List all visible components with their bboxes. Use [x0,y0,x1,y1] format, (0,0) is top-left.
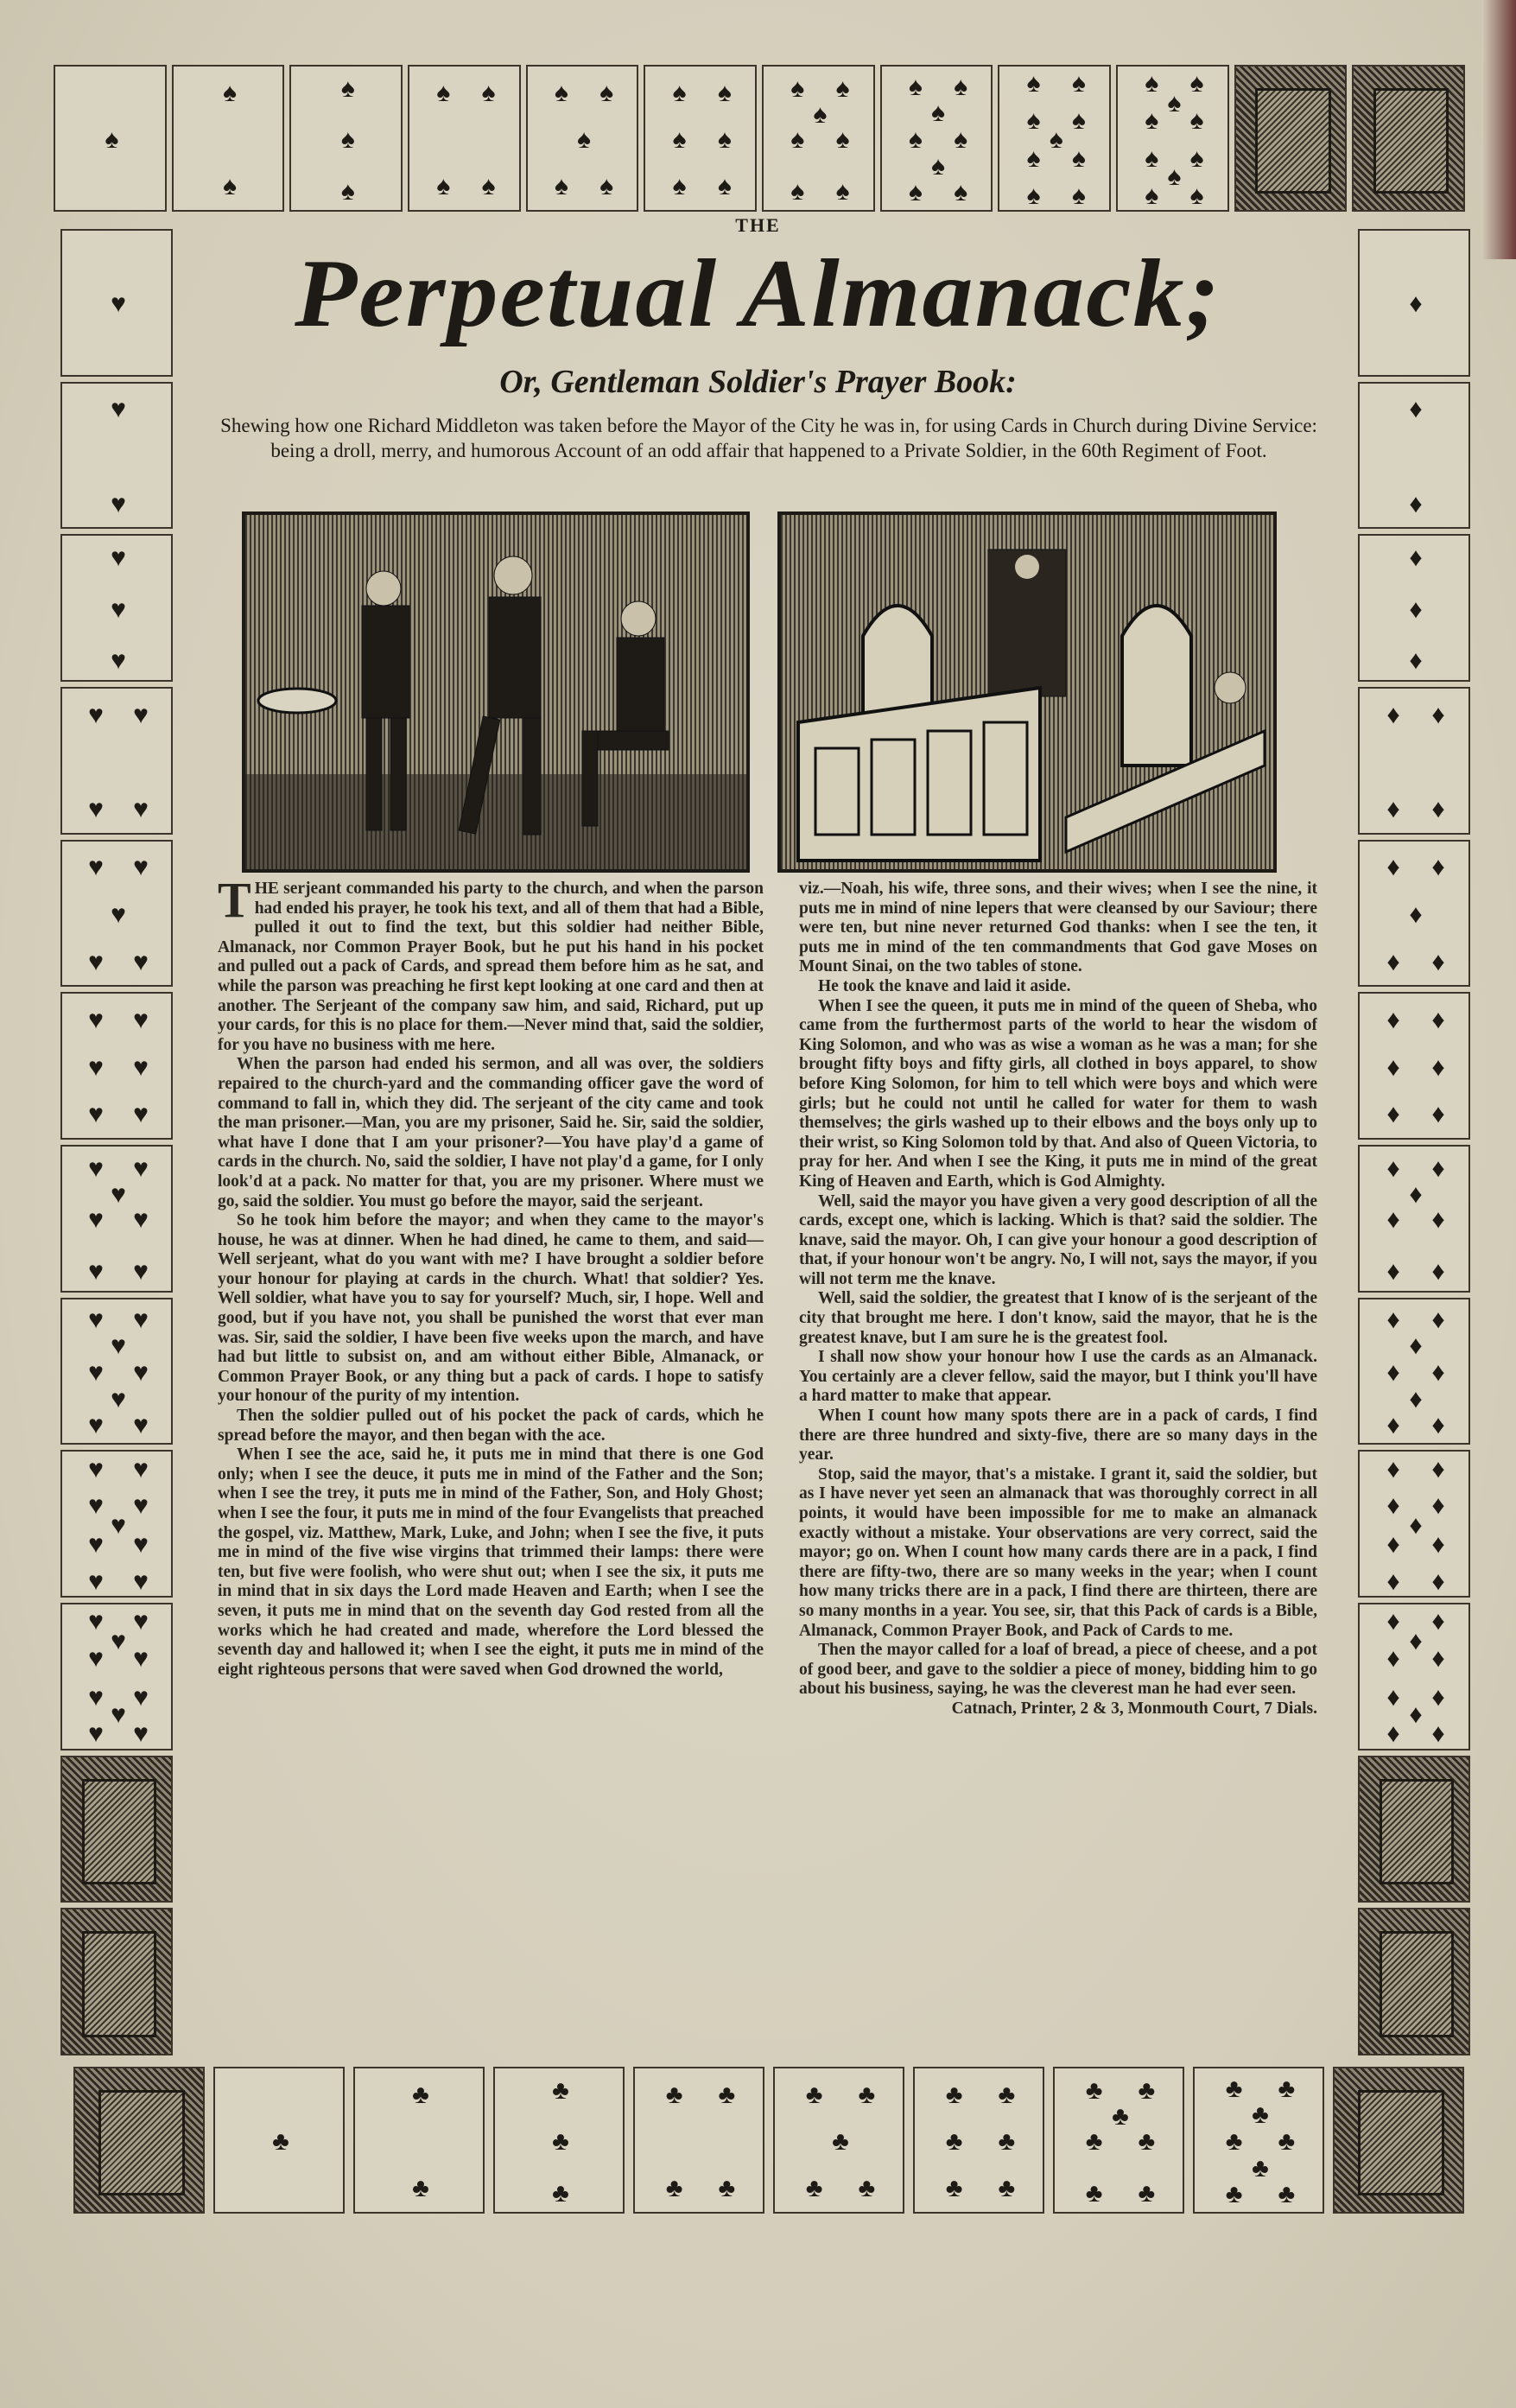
suit-pip-icon: ♥ [111,646,126,676]
suit-pip-icon: ♠ [954,72,968,101]
club-card [773,2067,904,2214]
heart-card [60,1145,173,1293]
suit-pip-icon: ♦ [1386,700,1400,729]
suit-pip-icon: ♦ [1431,1006,1445,1035]
suit-pip-icon: ♥ [111,543,126,572]
paragraph-text: HE serjeant commanded his party to the church, and when the parson had ended his prayer, he took his text, and all of them that had a Bible, pulled it out to find the text, but this soldier had neither Bible, Almanack, nor Common Prayer Book, but he put his hand in his pocket and pulled out a pack of Cards, and spread them before him as he sat, and while the parson was preaching he first kept looking at one card and then at another. The Serjeant of the company saw him, and said, Richard, put up your cards, for this is no place for them.—Never mind that, said the soldier, for you have no business with me here. [218,880,764,1054]
suit-pip-icon: ♣ [1112,2102,1129,2132]
suit-pip-icon: ♦ [1386,1305,1400,1334]
diamond-card [1358,534,1470,682]
suit-pip-icon: ♦ [1431,1491,1445,1521]
suit-pip-icon: ♣ [945,2127,963,2156]
spade-card [1234,65,1348,212]
paragraph: Then the soldier pulled out of his pocket the pack of cards, which he spread before the mayor, and then began with the ace. [218,1407,764,1445]
diamond-card [1358,382,1470,530]
suit-pip-icon: ♣ [1252,2100,1269,2130]
suit-pip-icon: ♠ [1026,105,1041,135]
suit-pip-icon: ♦ [1431,794,1445,823]
heart-card [60,1603,173,1750]
suit-pip-icon: ♣ [1085,2127,1103,2156]
suit-pip-icon: ♠ [672,78,687,107]
suit-pip-icon: ♥ [133,1607,149,1636]
suit-pip-icon: ♦ [1386,1491,1400,1521]
suit-pip-icon: ♦ [1386,1006,1400,1035]
suit-pip-icon: ♥ [133,1257,149,1287]
club-card [213,2067,345,2214]
suit-pip-icon: ♣ [718,2080,736,2109]
text-column-right [799,880,1317,2065]
suit-pip-icon: ♣ [1225,2074,1243,2103]
suit-pip-icon: ♠ [1026,181,1041,210]
suit-pip-icon: ♣ [552,2127,569,2156]
suit-pip-icon: ♠ [931,151,945,181]
suit-pip-icon: ♥ [88,1006,104,1035]
suit-pip-icon: ♥ [133,1491,149,1521]
club-card [73,2067,205,2214]
club-card [493,2067,625,2214]
suit-pip-icon: ♥ [88,1607,104,1636]
suit-pip-icon: ♣ [858,2080,876,2109]
suit-pip-icon: ♠ [340,73,355,103]
suit-pip-icon: ♥ [133,1357,149,1387]
suit-pip-icon: ♠ [954,178,968,207]
heart-card [60,840,173,988]
suit-pip-icon: ♦ [1386,1719,1400,1749]
suit-pip-icon: ♦ [1431,947,1445,976]
suit-pip-icon: ♥ [88,1682,104,1712]
suit-pip-icon: ♠ [1049,125,1063,154]
suit-pip-icon: ♥ [88,1052,104,1082]
suit-pip-icon: ♥ [88,1305,104,1334]
suit-pip-icon: ♥ [111,489,126,518]
suit-pip-icon: ♠ [1145,144,1159,174]
suit-pip-icon: ♦ [1409,1700,1423,1729]
suit-pip-icon: ♥ [111,594,126,624]
suit-pip-icon: ♥ [133,947,149,976]
suit-pip-icon: ♣ [998,2080,1016,2109]
paragraph: viz.—Noah, his wife, three sons, and their wives; when I see the nine, it puts me in mind of nine lepers that were cleansed by our Saviour; there were ten, but nine never returned God thanks: when I see the ten, it puts me in mind of the ten commandments that God gave Moses on Mount Sinai, on the two tables of stone. [799,880,1317,976]
suit-pip-icon: ♦ [1409,1384,1423,1414]
suit-pip-icon: ♦ [1431,1644,1445,1674]
suit-pip-icon: ♥ [133,1719,149,1749]
suit-pip-icon: ♦ [1386,1566,1400,1596]
suit-pip-icon: ♥ [133,1566,149,1596]
suit-pip-icon: ♥ [111,289,126,319]
suit-pip-icon: ♣ [552,2178,569,2208]
suit-pip-icon: ♦ [1386,1052,1400,1082]
suit-pip-icon: ♠ [717,125,732,154]
suit-pip-icon: ♥ [88,1153,104,1183]
spade-card [54,65,167,212]
suit-pip-icon: ♥ [111,1626,126,1655]
suit-pip-icon: ♥ [111,1510,126,1540]
paragraph: He took the knave and laid it aside. [818,976,1071,995]
suit-pip-icon: ♦ [1409,646,1423,676]
suit-pip-icon: ♦ [1386,1205,1400,1235]
suit-pip-icon: ♣ [1278,2074,1296,2103]
paragraph: When I see the queen, it puts me in mind of the queen of Sheba, who came from the furthermost parts of the world to hear the wisdom of King Solomon, and who was as wise a woman as he was a man; for she brought fifty boys and fifty girls, all clothed in boys apparel, to show before King Solomon, for him to tell which were boys and which were girls; but he could not until he called for water for them to wash themselves; the girls washed up to their elbows and the boys only up to their wrist, so King Solomon told by that. And also of Queen Victoria, to pray for her. And when I see the King, it puts me in mind of the great King of Heaven and Earth, which is God Almighty. [799,996,1317,1191]
suit-pip-icon: ♣ [1252,2153,1269,2182]
suit-pip-icon: ♣ [805,2174,823,2203]
suit-pip-icon: ♦ [1386,1257,1400,1287]
text-column-left [218,880,764,2065]
spade-card [172,65,285,212]
suit-pip-icon: ♠ [835,176,850,206]
suit-pip-icon: ♦ [1409,899,1423,929]
suit-pip-icon: ♠ [1026,144,1041,174]
woodcut-soldiers-illustration [242,511,750,873]
suit-pip-icon: ♥ [88,1566,104,1596]
suit-pip-icon: ♣ [945,2080,963,2109]
suit-pip-icon: ♦ [1409,489,1423,518]
spade-card [526,65,639,212]
suit-pip-icon: ♠ [908,125,923,154]
suit-pip-icon: ♦ [1386,1100,1400,1129]
suit-pip-icon: ♣ [1225,2127,1243,2156]
suit-pip-icon: ♠ [790,176,805,206]
suit-pip-icon: ♠ [599,172,614,201]
suit-pip-icon: ♠ [908,178,923,207]
club-card [633,2067,764,2214]
suit-pip-icon: ♥ [111,899,126,929]
suit-pip-icon: ♣ [665,2174,683,2203]
suit-pip-icon: ♣ [945,2174,963,2203]
suit-pip-icon: ♣ [1085,2075,1103,2105]
suit-pip-icon: ♣ [858,2174,876,2203]
suit-pip-icon: ♥ [133,1644,149,1674]
suit-pip-icon: ♥ [133,1205,149,1235]
suit-pip-icon: ♣ [272,2127,289,2156]
church-interior-icon [781,515,1273,869]
club-card [353,2067,485,2214]
suit-pip-icon: ♠ [481,172,496,201]
suit-pip-icon: ♣ [552,2075,569,2105]
suit-pip-icon: ♦ [1431,1607,1445,1636]
suit-pip-icon: ♦ [1431,1719,1445,1749]
suit-pip-icon: ♣ [805,2080,823,2109]
paragraph: Then the mayor called for a loaf of bread, a piece of cheese, and a pot of good beer, and gave to the soldier a piece of money, bidding him to go about his business, saying, he was the cleverest man he had ever seen. [799,1641,1317,1699]
spade-card [644,65,757,212]
suit-pip-icon: ♠ [1145,69,1159,98]
suit-pip-icon: ♥ [133,1052,149,1082]
club-card [1053,2067,1184,2214]
suit-pip-icon: ♦ [1409,395,1423,424]
suit-pip-icon: ♥ [133,1411,149,1440]
suit-pip-icon: ♦ [1431,1305,1445,1334]
suit-pip-icon: ♦ [1409,1180,1423,1210]
paragraph: When I count how many spots there are in a pack of cards, I find there are three hundred and sixty-five, there are so many days in the year. [799,1407,1317,1464]
suit-pip-icon: ♣ [1138,2178,1156,2208]
suit-pip-icon: ♦ [1431,1153,1445,1183]
suit-pip-icon: ♠ [599,78,614,107]
heart-card [60,534,173,682]
suit-pip-icon: ♦ [1386,1153,1400,1183]
suit-pip-icon: ♠ [1071,181,1086,210]
diamond-card [1358,1450,1470,1598]
suit-pip-icon: ♥ [133,794,149,823]
suit-pip-icon: ♠ [1167,162,1182,191]
suit-pip-icon: ♥ [111,1331,126,1361]
suit-pip-icon: ♠ [672,125,687,154]
suit-pip-icon: ♠ [717,172,732,201]
suit-pip-icon: ♥ [88,1100,104,1129]
suit-pip-icon: ♠ [223,172,237,201]
paragraph: So he took him before the mayor; and when they came to the mayor's house, he was at dinner. When he had dined, he came to them, and said—Well serjeant, what do you want with me? I have brought a soldier before your honour for playing at cards in the church. What! that soldier? Yes. Well soldier, what have you to say for yourself? Much, sir, I hope. Well and good, but if you have not, you shall be punished the worst that ever man was. Sir, said the soldier, I have been five weeks upon the march, and have had but little to subsist on, and am without either Bible, Almanack, or Common Prayer Book, or any thing but a pack of cards. I hope to satisfy your honour of the purity of my intention. [218,1211,764,1406]
paragraph: When the parson had ended his sermon, and all was over, the soldiers repaired to the church-yard and the commanding officer gave the word of command to fall in, which they did. The serjeant of the city came and took the man prisoner.—Man, you are my prisoner, Said he. Sir, said the soldier, what have I done that I am your prisoner?—You have play'd a game of cards in the church. No, said the soldier, I have not play'd a game, for I only look'd at a pack. No matter for that, you are my prisoner. Where must we go, said the soldier. You must go before the mayor, said the serjeant. [218,1055,764,1210]
suit-pip-icon: ♠ [717,78,732,107]
spade-card [1352,65,1465,212]
suit-pip-icon: ♠ [436,78,451,107]
suit-pip-icon: ♦ [1431,1357,1445,1387]
suit-pip-icon: ♠ [1189,69,1204,98]
suit-pip-icon: ♥ [88,700,104,729]
suit-pip-icon: ♦ [1386,794,1400,823]
title-kicker: THE [735,214,781,236]
suit-pip-icon: ♣ [412,2080,429,2109]
paragraph: Well, said the mayor you have given a very good description of all the cards, except one, which is lacking. Which is that? said the soldier. The knave, said the mayor. Oh, I can give your honour a good description of that, if your honour won't be angry. No, I will not, says the mayor, if you will not term me the knave. [799,1191,1317,1288]
diamond-card [1358,1756,1470,1903]
suit-pip-icon: ♠ [1189,181,1204,210]
suit-pip-icon: ♠ [1189,105,1204,135]
suit-pip-icon: ♦ [1386,1644,1400,1674]
suit-pip-icon: ♠ [1071,105,1086,135]
suit-pip-icon: ♦ [1431,1682,1445,1712]
suit-pip-icon: ♠ [577,125,591,154]
suit-pip-icon: ♠ [554,172,568,201]
club-card [1193,2067,1324,2214]
heart-card [60,1298,173,1445]
diamond-card [1358,1908,1470,2055]
spade-card [998,65,1111,212]
paragraph: When I see the ace, said he, it puts me in mind that there is one God only; when I see the deuce, it puts me in mind of the Father and the Son; when I see the trey, it puts me in mind of the Father, Son, and Holy Ghost; when I see the four, it puts me in mind of the four Evangelists that preached the gospel, viz. Matthew, Mark, Luke, and John; when I see the five, it puts me in mind of the five wise virgins that trimmed their lamps: there were ten, but five were foolish, who were shut out; when I see the six, it puts me in mind that in six days the Lord made Heaven and Earth; when I see the seven, it puts me in mind that on the seventh day God rested from all the works which he had created and made, wherefore the Lord blessed the seventh day and hallowed it; when I see the eight, it puts me in mind of the eight righteous persons that were saved when God drowned the world, [218,1445,764,1679]
suit-pip-icon: ♠ [340,176,355,206]
heart-card [60,687,173,835]
suit-pip-icon: ♠ [481,78,496,107]
suit-pip-icon: ♠ [672,172,687,201]
suit-pip-icon: ♦ [1386,1357,1400,1387]
diamond-card [1358,1145,1470,1293]
suit-pip-icon: ♥ [111,1700,126,1729]
club-card [913,2067,1044,2214]
suit-pip-icon: ♦ [1431,1411,1445,1440]
suit-pip-icon: ♦ [1431,1257,1445,1287]
suit-pip-icon: ♣ [1278,2180,1296,2209]
heart-card [60,382,173,530]
suit-pip-icon: ♠ [931,98,945,128]
suit-pip-icon: ♠ [813,100,828,130]
suit-pip-icon: ♥ [111,1384,126,1414]
suit-pip-icon: ♠ [1071,69,1086,98]
suit-pip-icon: ♠ [1071,144,1086,174]
diamond-card [1358,1603,1470,1750]
suit-pip-icon: ♦ [1386,853,1400,882]
suit-pip-icon: ♥ [88,1529,104,1559]
spade-card [762,65,875,212]
suit-pip-icon: ♣ [832,2127,849,2156]
suit-pip-icon: ♥ [88,1357,104,1387]
suit-pip-icon: ♦ [1431,1454,1445,1484]
suit-pip-icon: ♣ [998,2174,1016,2203]
suit-pip-icon: ♣ [1225,2180,1243,2209]
suit-pip-icon: ♠ [908,72,923,101]
suit-pip-icon: ♥ [133,1100,149,1129]
suit-pip-icon: ♦ [1386,947,1400,976]
suit-pip-icon: ♣ [1138,2127,1156,2156]
suit-pip-icon: ♥ [88,1491,104,1521]
suit-pip-icon: ♦ [1386,1411,1400,1440]
suit-pip-icon: ♥ [133,1682,149,1712]
suit-pip-icon: ♦ [1431,1100,1445,1129]
heart-card [60,992,173,1140]
suit-pip-icon: ♦ [1386,1682,1400,1712]
suit-pip-icon: ♦ [1431,853,1445,882]
suit-pip-icon: ♥ [133,1305,149,1334]
suit-pip-icon: ♠ [554,78,568,107]
suit-pip-icon: ♠ [1026,69,1041,98]
paragraph: Well, said the soldier, the greatest that I know of is the serjeant of the city that brought me here. I don't know, said the mayor, that he is the greatest knave, but I am sure he is the greatest fool. [799,1289,1317,1347]
suit-pip-icon: ♣ [412,2174,429,2203]
suit-pip-icon: ♠ [436,172,451,201]
soldiers-figures-icon [245,515,746,869]
diamond-card [1358,992,1470,1140]
suit-pip-icon: ♦ [1409,1331,1423,1361]
diamond-card [1358,687,1470,835]
suit-pip-icon: ♦ [1431,1566,1445,1596]
suit-pip-icon: ♠ [105,125,119,154]
suit-pip-icon: ♣ [998,2127,1016,2156]
diamond-card [1358,840,1470,988]
suit-pip-icon: ♥ [111,1180,126,1210]
suit-pip-icon: ♦ [1409,1626,1423,1655]
suit-pip-icon: ♣ [718,2174,736,2203]
suit-pip-icon: ♥ [133,853,149,882]
suit-pip-icon: ♦ [1409,1510,1423,1540]
suit-pip-icon: ♠ [790,125,805,154]
suit-pip-icon: ♥ [88,1719,104,1749]
suit-pip-icon: ♥ [133,700,149,729]
suit-pip-icon: ♥ [88,1257,104,1287]
paragraph [218,880,764,1055]
suit-pip-icon: ♥ [133,1006,149,1035]
suit-pip-icon: ♠ [340,125,355,154]
suit-pip-icon: ♦ [1386,1529,1400,1559]
heart-card [60,1450,173,1598]
suit-pip-icon: ♦ [1386,1454,1400,1484]
paragraph: I shall now show your honour how I use the cards as an Almanack. You certainly are a clever fellow, said the mayor, but I think you'll have a hard matter to make that appear. [799,1348,1317,1406]
suit-pip-icon: ♥ [111,395,126,424]
woodcut-church-illustration [777,511,1277,873]
printer-imprint: Catnach, Printer, 2 & 3, Monmouth Court, 7 Dials. [951,1699,1317,1718]
drop-cap: T [218,880,251,928]
suit-pip-icon: ♠ [835,125,850,154]
suit-pip-icon: ♠ [954,125,968,154]
suit-pip-icon: ♠ [1145,181,1159,210]
heart-card [60,1756,173,1903]
paragraph: Stop, said the mayor, that's a mistake. I grant it, said the soldier, but as I have never yet seen an almanack that was thoroughly correct in all points, it would have been impossible for me to make an almanack exactly without a mistake. Your observations are very correct, said the mayor; go on. When I count how many cards there are in a pack, I find there are fifty-two, there are so many weeks in the year; when I count how many tricks there are in a pack, I find there are thirteen, there are so many months in a year. You see, sir, that this Pack of cards is a Bible, Almanack, Common Prayer Book, and Pack of Cards to me. [799,1464,1317,1640]
suit-pip-icon: ♥ [133,1529,149,1559]
suit-pip-icon: ♥ [88,853,104,882]
suit-pip-icon: ♠ [1189,144,1204,174]
suit-pip-icon: ♠ [223,78,237,107]
suit-pip-icon: ♥ [133,1153,149,1183]
suit-pip-icon: ♦ [1409,594,1423,624]
suit-pip-icon: ♥ [88,1205,104,1235]
diamond-card [1358,1298,1470,1445]
suit-pip-icon: ♠ [1145,105,1159,135]
suit-pip-icon: ♥ [88,947,104,976]
suit-pip-icon: ♦ [1386,1607,1400,1636]
suit-pip-icon: ♥ [88,1454,104,1484]
suit-pip-icon: ♣ [1138,2075,1156,2105]
suit-pip-icon: ♦ [1409,289,1423,319]
spade-card [880,65,993,212]
heart-card [60,1908,173,2055]
suit-pip-icon: ♦ [1431,700,1445,729]
spade-card [1116,65,1229,212]
spade-card [408,65,521,212]
suit-pip-icon: ♦ [1431,1205,1445,1235]
suit-pip-icon: ♥ [88,1644,104,1674]
suit-pip-icon: ♠ [1167,88,1182,118]
suit-pip-icon: ♣ [665,2080,683,2109]
spade-card [289,65,403,212]
suit-pip-icon: ♣ [1278,2127,1296,2156]
page-title: Perpetual Almanack; [295,239,1221,347]
suit-pip-icon: ♦ [1409,543,1423,572]
suit-pip-icon: ♥ [88,1411,104,1440]
page-subtitle: Or, Gentleman Soldier's Prayer Book: [499,364,1017,400]
suit-pip-icon: ♥ [133,1454,149,1484]
page-description: Shewing how one Richard Middleton was taken before the Mayor of the City he was in, for using Cards in Church during Divine Service: being a droll, merry, and humorous Account of an odd affair that happened to a Private Soldier, in the 60th Regiment of Foot. [220,415,1317,461]
suit-pip-icon: ♦ [1431,1052,1445,1082]
suit-pip-icon: ♣ [1085,2178,1103,2208]
suit-pip-icon: ♠ [835,73,850,103]
club-card [1333,2067,1464,2214]
suit-pip-icon: ♠ [790,73,805,103]
suit-pip-icon: ♥ [88,794,104,823]
suit-pip-icon: ♦ [1431,1529,1445,1559]
